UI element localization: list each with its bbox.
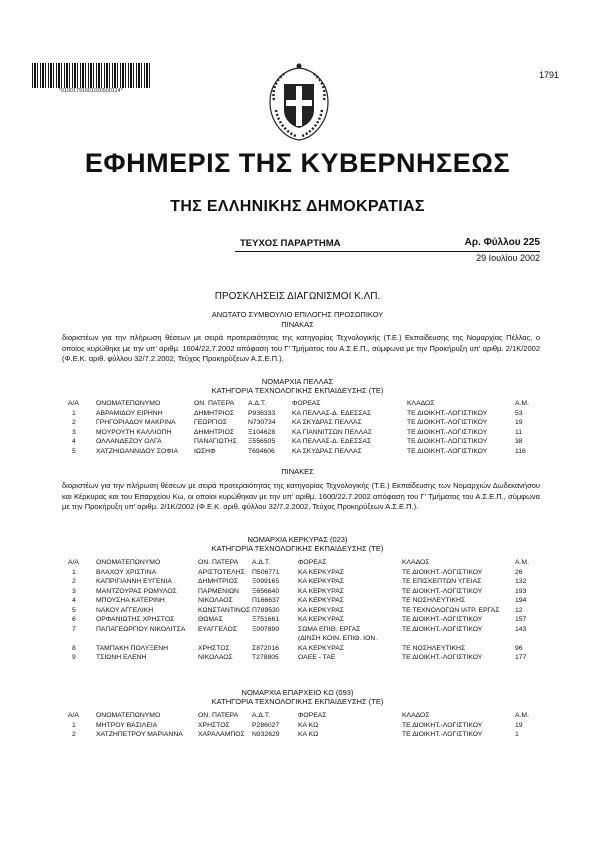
column-header: ΦΟΡΕΑΣ bbox=[298, 712, 327, 719]
table-cell: Π789530 bbox=[252, 606, 280, 614]
table-cell: 1 bbox=[72, 721, 76, 729]
table-cell: ΜΠΟΥΣΗΑ ΚΑΤΕΡΙΝΗ bbox=[96, 597, 165, 604]
column-header: Α/Α bbox=[68, 559, 79, 566]
organization-title: ΑΝΩΤΑΤΟ ΣΥΜΒΟΥΛΙΟ ΕΠΙΛΟΓΗΣ ΠΡΟΣΩΠΙΚΟΥ bbox=[211, 310, 384, 319]
table-cell: ΚΑ ΠΕΛΛΑΣ-Δ. ΕΔΕΣΣΑΣ bbox=[292, 409, 372, 417]
table-cell: 6 bbox=[72, 616, 76, 623]
table-cell: ΤΕ ΔΙΟΙΚΗΤ.-ΛΟΓΙΣΤΙΚΟΥ bbox=[407, 447, 488, 455]
column-header: Α.Μ. bbox=[515, 400, 529, 407]
table-cell: Τ278805 bbox=[252, 654, 279, 661]
column-header: ΦΟΡΕΑΣ bbox=[292, 400, 321, 407]
table-cell: 4 bbox=[72, 438, 76, 445]
table-cell: Ξ099165 bbox=[252, 578, 280, 585]
table-cell: ΚΩΝΣΤΑΝΤΙΝΟΣ bbox=[198, 606, 251, 614]
table-cell: ΓΕΩΡΓΙΟΣ bbox=[194, 419, 228, 426]
table-cell: ΤΑΜΠΑΚΗ ΠΟΛΥΞΕΝΗ bbox=[96, 644, 169, 652]
table-header-row bbox=[68, 400, 535, 410]
table-cell: 2 bbox=[72, 578, 76, 585]
table-cell: ΚΑ ΚΩ bbox=[298, 731, 319, 738]
table-cell: Ν730734 bbox=[248, 419, 276, 426]
table-cell: ΟΑΕΕ - ΤΑΕ bbox=[298, 654, 336, 661]
table-cell: 143 bbox=[515, 625, 527, 633]
column-header: ΟΝ. ΠΑΤΕΡΑ bbox=[194, 400, 235, 407]
pella-table bbox=[68, 400, 535, 457]
table-cell: Τ694606 bbox=[248, 447, 275, 455]
column-header: ΟΝ. ΠΑΤΕΡΑ bbox=[198, 712, 239, 719]
table-cell: 157 bbox=[515, 616, 527, 623]
column-header: Α.Μ. bbox=[515, 712, 529, 719]
table-cell: ΚΑΠΡΙΓΙΑΝΝΗ ΕΥΓΕΝΙΑ bbox=[96, 578, 172, 585]
table-cell: ΜΟΥΡΟΥΤΗ ΚΑΛΛΙΟΠΗ bbox=[96, 428, 172, 436]
table-row bbox=[68, 578, 535, 588]
table-row bbox=[68, 645, 535, 655]
table-row bbox=[68, 410, 535, 420]
table-cell: ΚΑ ΣΚΥΔΡΑΣ ΠΕΛΛΑΣ bbox=[292, 447, 362, 455]
table-row bbox=[68, 448, 535, 458]
table-cell: 9 bbox=[72, 654, 76, 661]
table-cell: ΝΑΚΟΥ ΑΓΓΕΛΙΚΗ bbox=[96, 606, 154, 614]
table-cell: ΚΑ ΚΕΡΚΥΡΑΣ bbox=[298, 644, 345, 652]
table-cell: ΤΕ ΔΙΟΙΚΗΤ.-ΛΟΓΙΣΤΙΚΟΥ bbox=[402, 731, 483, 738]
ko-category: ΚΑΤΗΓΟΡΙΑ ΤΕΧΝΟΛΟΓΙΚΗΣ ΕΚΠΑΙΔΕΥΣΗΣ (ΤΕ) bbox=[211, 697, 384, 706]
ko-title: ΝΟΜΑΡΧΙΑ ΕΠΑΡΧΕΙΟ ΚΩ (093) bbox=[241, 688, 354, 697]
table-cell: 177 bbox=[515, 654, 527, 661]
table-cell: 26 bbox=[515, 568, 523, 576]
table-cell: ΤΕ ΕΠΙΣΚΕΠΤΩΝ ΥΓΕΙΑΣ bbox=[402, 578, 482, 585]
barcode-number: *01001791601020500124* bbox=[59, 88, 123, 94]
greek-coat-of-arms-icon bbox=[262, 60, 336, 144]
table-cell: 1 bbox=[72, 568, 76, 576]
table-cell: ΚΑ ΚΕΡΚΥΡΑΣ bbox=[298, 616, 345, 623]
column-header: Α.Δ.Τ. bbox=[252, 559, 271, 566]
table-cell: ΣΩΜΑ ΕΠΙΘ. ΕΡΓΑΣ bbox=[298, 625, 361, 633]
table-cell: 4 bbox=[72, 597, 76, 604]
gazette-title: ΕΦΗΜΕΡΙΣ ΤΗΣ ΚΥΒΕΡΝΗΣΕΩΣ bbox=[84, 148, 511, 178]
table-cell: ΤΕ ΔΙΟΙΚΗΤ.-ΛΟΓΙΣΤΙΚΟΥ bbox=[407, 428, 488, 436]
kerkyra-table bbox=[68, 559, 535, 664]
table-cell: ΓΡΗΓΟΡΙΑΔΟΥ ΜΑΚΡΙΝΑ bbox=[96, 419, 176, 426]
table-cell: ΠΑΠΑΓΕΩΡΓΙΟΥ ΝΙΚΟΛΙΤΣΑ bbox=[96, 625, 186, 633]
table-cell: ΤΕ ΔΙΟΙΚΗΤ.-ΛΟΓΙΣΤΙΚΟΥ bbox=[402, 568, 483, 576]
table-cell: Ρ286027 bbox=[252, 721, 280, 729]
table-cell: ΚΑ ΣΚΥΔΡΑΣ ΠΕΛΛΑΣ bbox=[292, 419, 362, 426]
table-cell bbox=[96, 635, 198, 645]
column-header: ΚΛΑΔΟΣ bbox=[402, 712, 430, 719]
column-header: ΟΝΟΜΑΤΕΠΩΝΥΜΟ bbox=[96, 712, 161, 719]
table-cell bbox=[68, 635, 96, 645]
table-cell: ΚΑ ΓΙΑΝΝΙΤΣΩΝ ΠΕΛΛΑΣ bbox=[292, 428, 372, 436]
column-header: ΦΟΡΕΑΣ bbox=[298, 559, 327, 566]
table-cell: 96 bbox=[515, 644, 523, 652]
table-cell: ΤΕ ΔΙΟΙΚΗΤ.-ΛΟΓΙΣΤΙΚΟΥ bbox=[402, 721, 483, 729]
table-cell: ΚΑ ΚΕΡΚΥΡΑΣ bbox=[298, 597, 345, 604]
table-cell: 116 bbox=[515, 447, 526, 455]
table-row bbox=[68, 569, 535, 579]
table-cell: ΤΕ ΔΙΟΙΚΗΤ.-ΛΟΓΙΣΤΙΚΟΥ bbox=[402, 587, 483, 595]
table-cell: 5 bbox=[72, 606, 76, 614]
table-cell: 1 bbox=[72, 409, 76, 417]
column-header: ΟΝΟΜΑΤΕΠΩΝΥΜΟ bbox=[96, 400, 161, 407]
table-cell bbox=[198, 635, 252, 645]
table-cell: ΤΕ ΔΙΟΙΚΗΤ.-ΛΟΓΙΣΤΙΚΟΥ bbox=[407, 409, 488, 417]
table-row bbox=[68, 731, 535, 741]
table-header-row bbox=[68, 712, 535, 722]
table-cell: ΔΗΜΗΤΡΙΟΣ bbox=[198, 578, 239, 585]
table-row bbox=[68, 438, 535, 448]
section-title: ΠΡΟΣΚΛΗΣΕΙΣ ΔΙΑΓΩΝΙΣΜΟΙ Κ.ΛΠ. bbox=[214, 291, 381, 302]
column-header: Α/Α bbox=[68, 712, 79, 719]
table-cell: Π166637 bbox=[252, 597, 280, 604]
table-cell: ΝΙΚΟΛΑΟΣ bbox=[198, 654, 233, 661]
table-cell: 194 bbox=[515, 597, 527, 604]
table-cell: ΧΑΤΖΗΙΩΑΝΝΙΔΟΥ ΣΟΦΙΑ bbox=[96, 447, 179, 455]
table-cell: ΙΩΣΗΦ bbox=[194, 447, 216, 455]
table-cell: Π506771 bbox=[252, 568, 280, 576]
table-cell: ΠΑΡΜΕΝΙΩΝ bbox=[198, 587, 239, 595]
kerkyra-category: ΚΑΤΗΓΟΡΙΑ ΤΕΧΝΟΛΟΓΙΚΗΣ ΕΚΠΑΙΔΕΥΣΗΣ (ΤΕ) bbox=[211, 544, 384, 553]
column-header: Α.Δ.Τ. bbox=[252, 712, 271, 719]
column-header: ΟΝΟΜΑΤΕΠΩΝΥΜΟ bbox=[96, 559, 161, 566]
page-number: 1791 bbox=[538, 70, 559, 80]
column-header: Α.Μ. bbox=[515, 559, 529, 566]
table-cell: ΧΡΗΣΤΟΣ bbox=[198, 644, 230, 652]
table-cell: Ρ936333 bbox=[248, 409, 276, 417]
table-cell: Σ872016 bbox=[252, 644, 279, 652]
table-cell bbox=[515, 635, 535, 645]
kerkyra-title: ΝΟΜΑΡΧΙΑ ΚΕΡΚΥΡΑΣ (023) bbox=[247, 535, 348, 544]
table-row bbox=[68, 626, 535, 636]
table-cell: ΚΑ ΚΕΡΚΥΡΑΣ bbox=[298, 578, 345, 585]
table-row bbox=[68, 616, 535, 626]
barcode bbox=[32, 63, 150, 88]
table-row bbox=[68, 429, 535, 439]
table-cell: ΝΙΚΟΛΑΟΣ bbox=[198, 597, 233, 604]
table-cell: ΤΕ ΝΟΣΗΛΕΥΤΙΚΗΣ bbox=[402, 597, 466, 604]
header-rule bbox=[235, 251, 540, 252]
table-cell: ΜΑΝΤΖΟΥΡΑΣ ΡΩΜΥΛΟΣ bbox=[96, 587, 177, 595]
table-cell: 53 bbox=[515, 409, 523, 417]
table-cell: 3 bbox=[72, 428, 76, 436]
table-row bbox=[68, 419, 535, 429]
gazette-subtitle: ΤΗΣ ΕΛΛΗΝΙΚΗΣ ΔΗΜΟΚΡΑΤΙΑΣ bbox=[170, 198, 425, 215]
column-header: ΟΝ. ΠΑΤΕΡΑ bbox=[198, 559, 239, 566]
table-row bbox=[68, 654, 535, 664]
table-cell: Ξ751661 bbox=[252, 616, 280, 623]
table-cell: 193 bbox=[515, 587, 527, 595]
table-cell: ΑΡΙΣΤΟΤΕΛΗΣ bbox=[198, 568, 245, 576]
paragraph-kerkyra-ko: διοριστέων για την πλήρωση θέσεων με σειρά προτεραιότητας της κατηγορίας Τεχνολογικής (Τ.Ε.) Εκπαίδευσης των Νομαρχιών Δωδεκανήσου και Κέρκυρας και του Επαρχείου Κω, οι οποίοι κυρώθηκαν με την υπ' αριθμ. 1600/22.7.2002 απόφαση του Γ' Τμήματος του Α.Σ.Ε.Π., σύμφωνα με την Προκήρυξη υπ' αριθμ. 2/1Κ/2002 (Φ.Ε.Κ. αριθ. φύλλου 32/7.2.2002, Τεύχος Προκηρύξεων Α.Σ.Ε.Π.). bbox=[62, 481, 540, 511]
table-cell: ΟΛΛΑΝΔΕΖΟΥ ΟΛΓΑ bbox=[96, 438, 162, 445]
table-label: ΠΙΝΑΚΑΣ bbox=[281, 320, 314, 329]
table-cell: 38 bbox=[515, 438, 523, 445]
table-cell: ΤΕ ΝΟΣΗΛΕΥΤΙΚΗΣ bbox=[402, 644, 466, 652]
table-row bbox=[68, 607, 535, 617]
sheet-number: Αρ. Φύλλου 225 bbox=[464, 237, 540, 248]
table-cell: ΧΑΤΖΗΠΕΤΡΟΥ ΜΑΡΙΑΝΝΑ bbox=[96, 731, 183, 738]
table-cell: 2 bbox=[72, 419, 76, 426]
table-cell: ΟΡΦΑΝΙΩΤΗΣ ΧΡΗΣΤΟΣ bbox=[96, 616, 175, 623]
table-cell: ΤΕ ΔΙΟΙΚΗΤ.-ΛΟΓΙΣΤΙΚΟΥ bbox=[402, 654, 483, 661]
table-cell: 7 bbox=[72, 625, 76, 633]
tables-label: ΠΙΝΑΚΕΣ bbox=[281, 467, 314, 476]
table-cell: 1 bbox=[515, 731, 519, 738]
table-cell: Ξ104628 bbox=[248, 428, 276, 436]
table-cell: Ξ556505 bbox=[248, 438, 276, 445]
table-header-row bbox=[68, 559, 535, 569]
issue-date: 29 Ιουλίου 2002 bbox=[476, 253, 540, 263]
paragraph-pella: διοριστέων για την πλήρωση θέσεων με σειρά προτεραιότητας της κατηγορίας Τεχνολογικής (Τ.Ε.) Εκπαίδευσης της Νομαρχίας Πέλλας, ο οποίος κυρώθηκε με την υπ' αριθμ. 1604/22.7.2002 απόφαση του Γ' Τμήματος του Α.Σ.Ε.Π., σύμφωνα με την Προκήρυξη υπ' αριθμ. 2/1Κ/2002 (Φ.Ε.Κ. αριθ. φύλλου 32/7.2.2002, Τεύχος Προκηρύξεων Α.Σ.Ε.Π.). bbox=[62, 333, 540, 363]
table-cell: 19 bbox=[515, 419, 523, 426]
table-cell: ΚΑ ΚΩ bbox=[298, 721, 319, 729]
table-cell: 12 bbox=[515, 606, 523, 614]
ko-table bbox=[68, 712, 535, 741]
column-header: Α.Δ.Τ. bbox=[248, 400, 267, 407]
table-cell: 2 bbox=[72, 731, 76, 738]
table-cell: ΧΡΗΣΤΟΣ bbox=[198, 721, 230, 729]
table-cell: ΚΑ ΠΕΛΛΑΣ-Δ. ΕΔΕΣΣΑΣ bbox=[292, 438, 372, 445]
column-header: Α/Α bbox=[68, 400, 79, 407]
pella-category: ΚΑΤΗΓΟΡΙΑ ΤΕΧΝΟΛΟΓΙΚΗΣ ΕΚΠΑΙΔΕΥΣΗΣ (ΤΕ) bbox=[211, 386, 384, 395]
table-cell: ΒΛΑΧΟΥ ΧΡΙΣΤΙΝΑ bbox=[96, 568, 157, 576]
table-cell: ΠΑΝΑΓΙΩΤΗΣ bbox=[194, 438, 237, 445]
table-cell: ΤΕ ΤΕΧΝΟΛΟΓΩΝ ΙΑΤΡ. ΕΡΓΑΣ bbox=[402, 606, 500, 614]
table-row bbox=[68, 722, 535, 732]
column-header: ΚΛΑΔΟΣ bbox=[402, 559, 430, 566]
table-cell: ΧΑΡΑΛΑΜΠΟΣ bbox=[198, 731, 245, 738]
column-header: ΚΛΑΔΟΣ bbox=[407, 400, 435, 407]
table-cell: Ξ007890 bbox=[252, 625, 280, 633]
table-cell: ΔΗΜΗΤΡΙΟΣ bbox=[194, 409, 235, 417]
table-cell: (ΔΙΝΣΗ ΚΟΙΝ. ΕΠΙΘ. ΙΟΝ. bbox=[298, 635, 378, 642]
table-cell: 5 bbox=[72, 447, 76, 455]
table-cell: ΚΑ ΚΕΡΚΥΡΑΣ bbox=[298, 587, 345, 595]
table-cell: ΚΑ ΚΕΡΚΥΡΑΣ bbox=[298, 568, 345, 576]
table-cell bbox=[252, 635, 298, 645]
issue-label: ΤΕΥΧΟΣ ΠΑΡΑΡΤΗΜΑ bbox=[240, 238, 341, 249]
table-cell: 19 bbox=[515, 721, 523, 729]
table-cell: Ξ656640 bbox=[252, 587, 280, 595]
table-cell: ΕΥΑΓΓΕΛΟΣ bbox=[198, 625, 238, 633]
table-cell: ΔΗΜΗΤΡΙΟΣ bbox=[194, 428, 235, 436]
table-row bbox=[68, 635, 535, 645]
table-cell: ΤΕ ΔΙΟΙΚΗΤ.-ΛΟΓΙΣΤΙΚΟΥ bbox=[402, 616, 483, 623]
table-cell: 8 bbox=[72, 644, 76, 652]
table-cell bbox=[402, 635, 515, 645]
table-row bbox=[68, 597, 535, 607]
table-cell: ΜΗΤΡΟΥ ΒΑΣΙΛΕΙΑ bbox=[96, 721, 158, 729]
table-cell: ΤΕ ΔΙΟΙΚΗΤ.-ΛΟΓΙΣΤΙΚΟΥ bbox=[402, 625, 483, 633]
table-cell: ΑΒΡΑΜΙΔΟΥ ΕΙΡΗΝΗ bbox=[96, 409, 163, 417]
table-cell: ΘΩΜΑΣ bbox=[198, 616, 223, 623]
table-cell: ΚΑ ΚΕΡΚΥΡΑΣ bbox=[298, 606, 345, 614]
table-cell: ΤΕ ΔΙΟΙΚΗΤ.-ΛΟΓΙΣΤΙΚΟΥ bbox=[407, 419, 488, 426]
table-row bbox=[68, 588, 535, 598]
table-cell: ΤΣΙΩΝΗ ΕΛΕΝΗ bbox=[96, 654, 147, 661]
table-cell: ΤΕ ΔΙΟΙΚΗΤ.-ΛΟΓΙΣΤΙΚΟΥ bbox=[407, 438, 488, 445]
pella-title: ΝΟΜΑΡΧΙΑ ΠΕΛΛΑΣ bbox=[261, 377, 334, 386]
table-cell: 11 bbox=[515, 428, 523, 436]
table-cell: 3 bbox=[72, 587, 76, 595]
table-cell: 132 bbox=[515, 578, 527, 585]
table-cell: Ν932629 bbox=[252, 731, 280, 738]
